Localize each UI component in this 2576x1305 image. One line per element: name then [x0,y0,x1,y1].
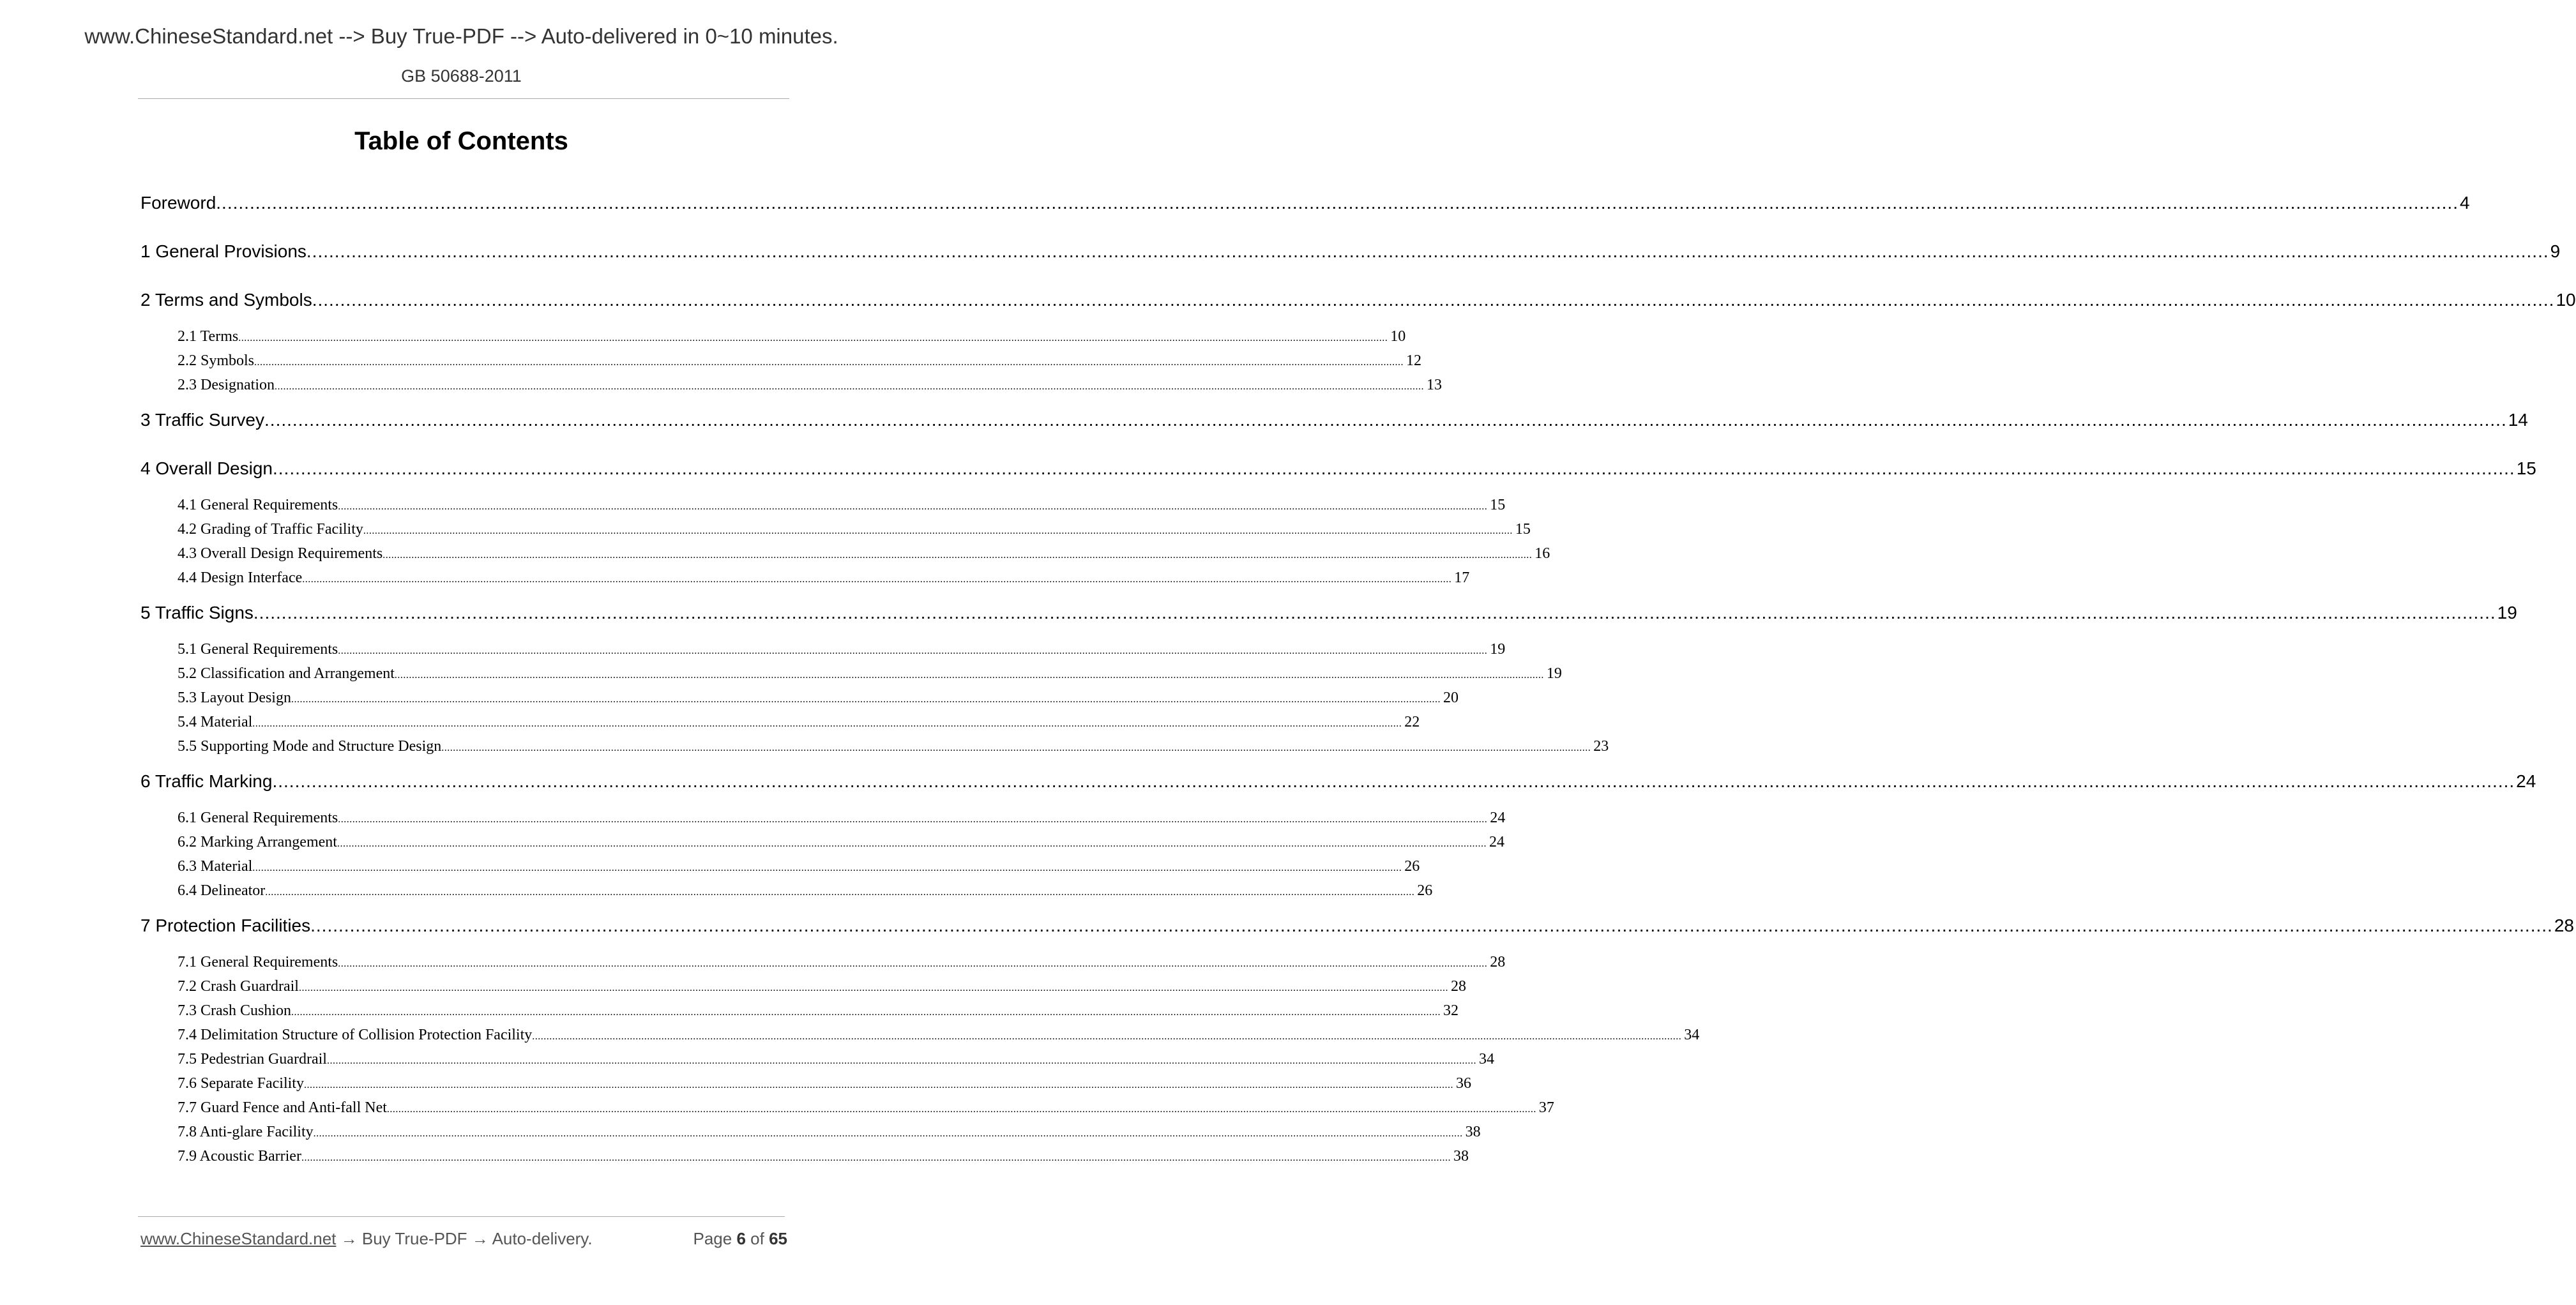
toc-entry-page: 15 [2515,457,2536,480]
toc-entry-label: 2.2 Symbols [178,352,255,369]
toc-entry-page: 34 [1681,1025,1699,1045]
toc-entry-label: 7.9 Acoustic Barrier [178,1148,301,1165]
toc-entry-label: 5.4 Material [178,714,253,730]
toc-entry-page: 28 [1448,977,1466,996]
toc-dot-leader: ................................................................................................................................................................................................................................................................................................................................................................................................................ [252,718,1402,729]
toc-chapter-entry[interactable] [140,457,2536,480]
toc-entry-page: 9 [2549,240,2561,263]
toc-section-entry[interactable] [140,640,1506,659]
toc-dot-leader: ................................................................................................................................................................................................................................................................................................................................................................................................................ [326,1055,1476,1066]
toc-dot-leader: ................................................................................................................................................................................................................................................................................................................................................................................................................ [264,410,2507,430]
toc-dot-leader: ................................................................................................................................................................................................................................................................................................................................................................................................................ [383,550,1533,561]
toc-dot-leader: ................................................................................................................................................................................................................................................................................................................................................................................................................ [386,1104,1536,1115]
page-title: Table of Contents [354,127,568,155]
of-word: of [750,1229,764,1248]
toc-dot-leader: ................................................................................................................................................................................................................................................................................................................................................................................................................ [312,290,2555,310]
toc-entry-page: 32 [1441,1001,1458,1020]
toc-entry-page: 19 [1487,640,1505,659]
toc-entry-label: 5.3 Layout Design [178,690,291,706]
toc-section-entry[interactable] [140,833,1504,852]
toc-dot-leader: ................................................................................................................................................................................................................................................................................................................................................................................................................ [238,333,1388,343]
current-page-number: 6 [736,1229,746,1248]
toc-section-entry[interactable] [140,1050,1494,1069]
footer-tagline: → Buy True-PDF → Auto-delivery. [336,1229,593,1248]
toc-entry-label: 7.1 General Requirements [178,954,338,970]
toc-chapter-entry[interactable] [140,770,2536,793]
toc-entry-page: 14 [2507,409,2528,432]
toc-dot-leader: ................................................................................................................................................................................................................................................................................................................................................................................................................ [301,1152,1451,1163]
toc-entry-label: Foreword [140,192,216,215]
toc-chapter-entry[interactable] [140,289,2576,312]
toc-chapter-entry[interactable] [140,601,2517,624]
toc-entry-page: 23 [1591,737,1609,756]
toc-entry-label: 7.7 Guard Fence and Anti-fall Net [178,1099,387,1116]
toc-entry-label: 6.4 Delineator [178,882,266,899]
toc-dot-leader: ................................................................................................................................................................................................................................................................................................................................................................................................................ [253,603,2496,622]
toc-dot-leader: ................................................................................................................................................................................................................................................................................................................................................................................................................ [310,916,2553,935]
toc-entry-label: 7.2 Crash Guardrail [178,978,299,995]
toc-section-entry[interactable] [140,1098,1554,1117]
toc-entry-label: 2.3 Designation [178,377,275,393]
toc-entry-page: 38 [1463,1122,1481,1142]
toc-entry-page: 38 [1451,1147,1469,1166]
toc-entry-label: 4.3 Overall Design Requirements [178,545,383,562]
toc-dot-leader: ................................................................................................................................................................................................................................................................................................................................................................................................................ [291,694,1441,705]
toc-section-entry[interactable] [140,688,1458,707]
toc-entry-label: 6.2 Marking Arrangement [178,834,337,850]
toc-entry-page: 36 [1453,1074,1471,1093]
toc-section-entry[interactable] [140,327,1406,346]
toc-section-entry[interactable] [140,351,1422,370]
toc-entry-label: 2.1 Terms [178,328,239,345]
toc-dot-leader: ................................................................................................................................................................................................................................................................................................................................................................................................................ [302,574,1452,585]
toc-entry-page: 26 [1402,857,1420,876]
toc-entry-label: 6.1 General Requirements [178,810,338,826]
toc-section-entry[interactable] [140,881,1433,900]
toc-entry-label: 5 Traffic Signs [140,601,254,624]
top-banner: www.ChineseStandard.net --> Buy True-PDF --> Auto-delivered in 0~10 minutes. [84,24,838,48]
total-pages-number: 65 [769,1229,787,1248]
toc-section-entry[interactable] [140,713,1420,732]
toc-dot-leader: ................................................................................................................................................................................................................................................................................................................................................................................................................ [313,1128,1463,1139]
toc-entry-page: 10 [2554,289,2575,312]
toc-entry-label: 5.5 Supporting Mode and Structure Design [178,738,442,755]
toc-entry-label: 6 Traffic Marking [140,770,272,793]
toc-entry-page: 20 [1441,688,1458,707]
toc-section-entry[interactable] [140,1001,1459,1020]
toc-section-entry[interactable] [140,1147,1469,1166]
toc-entry-page: 24 [2515,770,2536,793]
toc-section-entry[interactable] [140,375,1442,395]
toc-entry-label: 4.2 Grading of Traffic Facility [178,521,363,538]
toc-entry-label: 5.1 General Requirements [178,641,338,658]
toc-section-entry[interactable] [140,737,1609,756]
toc-entry-page: 19 [1544,664,1562,683]
toc-entry-label: 7.5 Pedestrian Guardrail [178,1051,327,1067]
toc-dot-leader: ................................................................................................................................................................................................................................................................................................................................................................................................................ [363,525,1513,536]
toc-dot-leader: ................................................................................................................................................................................................................................................................................................................................................................................................................ [394,670,1544,681]
toc-entry-page: 28 [2553,914,2574,937]
toc-entry-page: 15 [1513,520,1531,539]
toc-dot-leader: ................................................................................................................................................................................................................................................................................................................................................................................................................ [532,1031,1682,1042]
page-footer [140,1229,787,1252]
toc-section-entry[interactable] [140,1122,1481,1142]
toc-entry-page: 19 [2496,601,2517,624]
toc-entry-page: 26 [1414,881,1432,900]
header-divider [138,98,789,99]
toc-entry-page: 16 [1532,544,1550,563]
toc-dot-leader: ................................................................................................................................................................................................................................................................................................................................................................................................................ [252,863,1402,873]
toc-entry-page: 22 [1402,713,1420,732]
toc-dot-leader: ................................................................................................................................................................................................................................................................................................................................................................................................................ [265,887,1415,898]
footer-divider [138,1216,785,1217]
toc-section-entry[interactable] [140,1025,1700,1045]
toc-entry-page: 37 [1536,1098,1554,1117]
toc-dot-leader: ................................................................................................................................................................................................................................................................................................................................................................................................................ [337,838,1487,849]
toc-entry-page: 4 [2459,192,2470,215]
toc-entry-page: 17 [1451,568,1469,587]
toc-entry-label: 3 Traffic Survey [140,409,264,432]
toc-entry-page: 24 [1487,808,1505,827]
toc-entry-page: 12 [1404,351,1421,370]
toc-dot-leader: ................................................................................................................................................................................................................................................................................................................................................................................................................ [338,814,1488,825]
toc-dot-leader: ................................................................................................................................................................................................................................................................................................................................................................................................................ [272,458,2515,478]
toc-dot-leader: ................................................................................................................................................................................................................................................................................................................................................................................................................ [272,771,2515,791]
toc-entry-page: 10 [1388,327,1405,346]
toc-chapter-entry[interactable] [140,192,2470,215]
toc-entry-label: 5.2 Classification and Arrangement [178,665,395,682]
toc-dot-leader: ................................................................................................................................................................................................................................................................................................................................................................................................................ [303,1080,1453,1090]
toc-chapter-entry[interactable] [140,914,2574,937]
toc-section-entry[interactable] [140,664,1562,683]
toc-chapter-entry[interactable] [140,409,2528,432]
toc-entry-page: 24 [1487,833,1504,852]
toc-entry-label: 4 Overall Design [140,457,273,480]
toc-dot-leader: ................................................................................................................................................................................................................................................................................................................................................................................................................ [338,501,1488,512]
toc-dot-leader: ................................................................................................................................................................................................................................................................................................................................................................................................................ [254,357,1404,368]
toc-section-entry[interactable] [140,977,1466,996]
footer-site-link[interactable]: www.ChineseStandard.net [140,1229,337,1248]
toc-section-entry[interactable] [140,544,1550,563]
toc-section-entry[interactable] [140,520,1531,539]
toc-section-entry[interactable] [140,953,1506,972]
toc-entry-label: 7 Protection Facilities [140,914,310,937]
toc-entry-label: 2 Terms and Symbols [140,289,312,312]
toc-section-entry[interactable] [140,568,1470,587]
toc-chapter-entry[interactable] [140,240,2561,263]
toc-section-entry[interactable] [140,1074,1471,1093]
toc-dot-leader: ................................................................................................................................................................................................................................................................................................................................................................................................................ [306,241,2549,261]
toc-dot-leader: ................................................................................................................................................................................................................................................................................................................................................................................................................ [441,743,1591,753]
toc-section-entry[interactable] [140,808,1506,827]
toc-entry-label: 7.6 Separate Facility [178,1075,304,1092]
toc-dot-leader: ................................................................................................................................................................................................................................................................................................................................................................................................................ [274,381,1424,392]
toc-dot-leader: ................................................................................................................................................................................................................................................................................................................................................................................................................ [338,958,1488,969]
toc-dot-leader: ................................................................................................................................................................................................................................................................................................................................................................................................................ [298,983,1448,993]
toc-entry-page: 13 [1424,375,1442,395]
toc-entry-label: 1 General Provisions [140,240,307,263]
toc-entry-label: 4.4 Design Interface [178,570,303,586]
toc-section-entry[interactable] [140,857,1420,876]
document-code: GB 50688-2011 [401,66,522,86]
toc-entry-page: 15 [1487,495,1505,515]
toc-dot-leader: ................................................................................................................................................................................................................................................................................................................................................................................................................ [216,193,2459,213]
footer-left [140,1229,593,1249]
page-word: Page [693,1229,732,1248]
toc-entry-label: 6.3 Material [178,858,253,875]
toc-dot-leader: ................................................................................................................................................................................................................................................................................................................................................................................................................ [291,1007,1441,1018]
toc-section-entry[interactable] [140,495,1506,515]
toc-entry-label: 7.8 Anti-glare Facility [178,1124,314,1140]
toc-entry-label: 7.4 Delimitation Structure of Collision Protection Facility [178,1027,533,1043]
toc-entry-label: 4.1 General Requirements [178,497,338,513]
toc-dot-leader: ................................................................................................................................................................................................................................................................................................................................................................................................................ [338,645,1488,656]
toc-entry-label: 7.3 Crash Cushion [178,1002,292,1019]
toc-entry-page: 28 [1487,953,1505,972]
toc-entry-page: 34 [1476,1050,1494,1069]
page-indicator [693,1229,787,1249]
